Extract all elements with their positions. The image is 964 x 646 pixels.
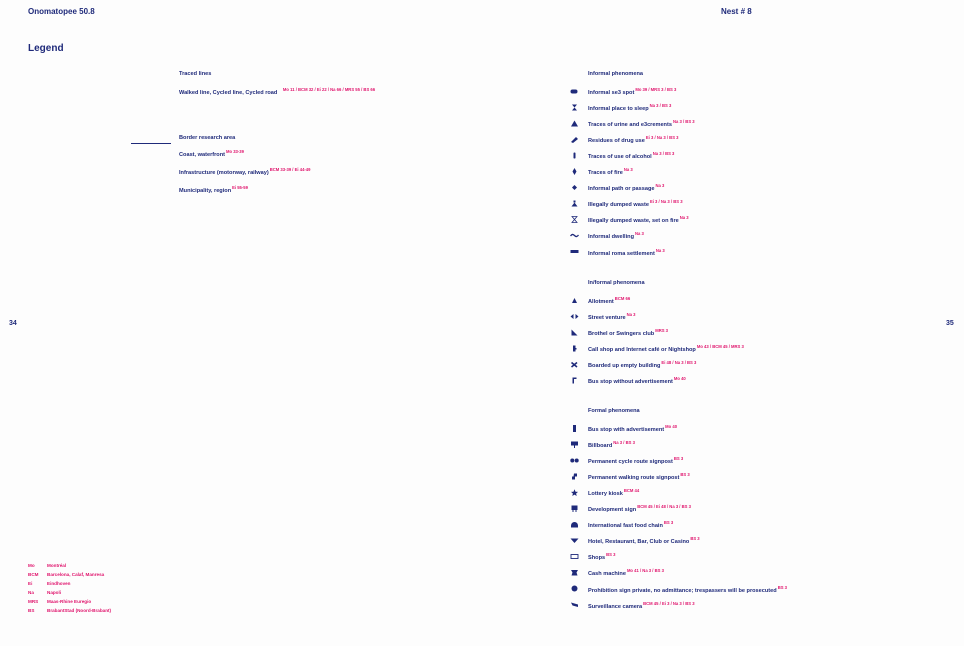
legend-item [588, 536, 700, 545]
legend-item-label: Residues of drug use [588, 138, 645, 145]
legend-item-ref: Mo 39 / MRS 3 / BS 3 [635, 87, 677, 92]
legend-item [588, 504, 691, 513]
legend-item-label: Permanent cycle route signpost [588, 459, 673, 466]
legend-item-label: Cash machine [588, 571, 626, 578]
legend-item-label: Prohibition sign private, no admittance; trespassers will be prosecuted [588, 587, 777, 594]
legend-item-ref: Mo 41 / Na 3 / BS 3 [626, 568, 664, 574]
legend-item-ref: Na 3 / BS 3 [613, 440, 635, 446]
traced-line-ref: Mo 11 / BCM 32 / Ei 22 / Na 66 / MRS 55 / BS 66 [282, 87, 376, 92]
legend-item [588, 376, 686, 385]
legend-item-label: Traces of fire [588, 170, 623, 177]
diamond-icon [570, 184, 579, 191]
left-legend-column [179, 71, 375, 96]
border-heading: Border research area [179, 135, 236, 141]
legend-item-ref: Na 3 / BS 3 [649, 103, 672, 109]
dumped-waste-fire-icon [570, 216, 579, 223]
traced-lines-heading: Traced lines [179, 71, 212, 77]
syringe-icon [570, 136, 579, 143]
page-number-left: 34 [9, 320, 17, 327]
legend-item-label: Development sign [588, 507, 637, 514]
legend-item [588, 360, 696, 369]
legend-item [588, 472, 690, 481]
border-item-municipality: Municipality, region$^{Ei 55-59}$ [179, 185, 248, 194]
bus-stop-ad-icon [570, 425, 579, 432]
legend-item [588, 312, 635, 321]
rectangle-outline-icon [570, 553, 579, 560]
legend-item-ref: Na 3 [623, 167, 633, 173]
legend-item-label: International fast food chain [588, 523, 663, 530]
abbr-row: Mo Montréal [28, 563, 67, 568]
legend-item [588, 87, 676, 96]
legend-item [588, 248, 665, 257]
legend-item [588, 103, 671, 112]
bottle-icon [570, 152, 579, 159]
legend-item-label: Hotel, Restaurant, Bar, Club or Casino [588, 539, 690, 546]
legend-item [588, 199, 683, 208]
legend-item [588, 520, 673, 529]
legend-item [588, 456, 683, 465]
legend-item [588, 296, 630, 305]
border-legend [179, 135, 310, 194]
legend-item [588, 424, 677, 433]
legend-item-label: Permanent walking route signpost [588, 475, 680, 482]
legend-item [588, 568, 664, 577]
dumped-waste-icon [570, 200, 579, 207]
cross-icon [570, 361, 579, 368]
legend-item [588, 215, 689, 224]
legend-item-ref: Na 3 [679, 215, 689, 221]
legend-item [588, 119, 695, 128]
abbr-row: Ei Eindhoven [28, 581, 71, 586]
legend-item-ref: Na 3 / BS 3 [652, 151, 675, 157]
legend-item-label: Informal place to sleep [588, 106, 649, 113]
legend-item-label: Traces of urine and e3crements [588, 122, 672, 129]
legend-title: Legend [28, 43, 64, 54]
circle-icon [570, 585, 579, 592]
flame-icon [570, 168, 579, 175]
legend-item-ref: Na 3 [655, 247, 665, 253]
bar-icon [570, 248, 579, 255]
legend-item-ref: MRS 3 [655, 328, 669, 334]
legend-item-ref: Na 3 [655, 183, 665, 189]
legend-item-label: Street venture [588, 315, 626, 322]
legend-item-ref: BS 3 [690, 536, 700, 542]
abbreviation-list [28, 563, 111, 613]
legend-item [588, 135, 678, 144]
abbr-row: BS BrabantStad (Noord-Brabant) [28, 608, 112, 613]
legend-item-ref: BS 3 [606, 552, 616, 558]
cash-machine-icon [570, 569, 579, 576]
small-triangle-icon [570, 297, 579, 304]
legend-item-ref: BS 3 [663, 520, 674, 526]
traced-line-item [179, 87, 375, 96]
legend-item-label: Shops [588, 555, 606, 562]
abbr-row: MRS Maas-Rhine Euregio [28, 599, 92, 604]
traced-line-label: Walked line, Cycled line, Cycled road [179, 90, 278, 96]
legend-item-label: Informal path or passage [588, 186, 655, 193]
development-sign-icon [570, 505, 579, 512]
legend-item-ref: BS 3 [673, 456, 684, 462]
cycle-sign-icon [570, 457, 579, 464]
in-formal-phenomena-heading: In/formal phenomena [588, 280, 645, 286]
border-item-coast: Coast, waterfront$^{Mo 33-39}$ [179, 149, 244, 158]
legend-item-ref: BS 3 [680, 472, 690, 478]
legend-item [588, 344, 744, 353]
legend-item [588, 601, 695, 610]
legend-item [588, 488, 639, 497]
legend-item-label: Informal dwelling [588, 234, 634, 241]
legend-item-ref: Na 3 / BS 3 [672, 119, 695, 125]
walking-sign-icon [570, 473, 579, 480]
dome-icon [570, 521, 579, 528]
legend-item-ref: Mo 43 / BCM 45 / MRS 3 [696, 344, 744, 350]
wave-icon [570, 232, 579, 239]
legend-item [588, 552, 615, 561]
legend-item-ref: BCM 45 / Ei 3 / Na 3 / BS 3 [643, 600, 695, 606]
legend-item-label: Traces of use of alcohol [588, 154, 652, 161]
legend-item-label: Illegally dumped waste, set on fire [588, 218, 679, 225]
legend-item-label: Lottery kiosk [588, 491, 623, 498]
pill-icon [570, 88, 579, 95]
legend-item-ref: BCM 45 / Ei 48 / Na 3 / BS 3 [637, 504, 691, 510]
formal-phenomena-heading: Formal phenomena [588, 408, 640, 414]
legend-item [588, 167, 633, 176]
legend-item-ref: BCM 44 [623, 488, 640, 494]
page-number-right: 35 [946, 320, 954, 327]
legend-item [588, 328, 668, 337]
legend-item-ref: Na 3 [626, 312, 636, 318]
down-triangle-icon [570, 537, 579, 544]
legend-item-ref: Ei 48 / Na 3 / BS 3 [661, 360, 697, 366]
legend-item-ref: Ei 3 / Na 3 / BS 3 [645, 135, 679, 141]
legend-item-label: Bus stop with advertisement [588, 427, 665, 433]
legend-item [588, 440, 635, 449]
legend-item-ref: Mo 40 [673, 376, 686, 382]
border-item-infrastructure: Infrastructure (motorway, railway)$^{BCM 33-39 / Ei 44-49}$ [179, 167, 311, 176]
hourglass-icon [570, 104, 579, 111]
camera-icon [570, 601, 579, 608]
legend-item [588, 585, 787, 594]
phone-icon [570, 345, 579, 352]
legend-item [588, 183, 664, 192]
legend-item-label: Illegally dumped waste [588, 202, 649, 209]
triangle-icon [570, 120, 579, 127]
issue-title: Nest # 8 [721, 7, 752, 16]
legend-item-label: Surveillance camera [588, 603, 643, 610]
bus-stop-icon [570, 377, 579, 384]
legend-item-ref: Ei 3 / Na 3 / BS 3 [649, 199, 683, 205]
legend-item-label: Informal se3 spot [588, 90, 635, 96]
legend-item-ref: BS 3 [777, 584, 787, 590]
legend-item-label: Call shop and Internet café or Nightshop [588, 347, 696, 354]
legend-item [588, 231, 644, 240]
legend-item-ref: Mo 40 [665, 424, 678, 429]
border-line-sample [131, 143, 171, 144]
legend-item-ref: Na 3 [635, 231, 644, 237]
legend-item-label: Informal roma settlement [588, 250, 655, 257]
publication-title: Onomatopee 50.8 [28, 7, 95, 16]
legend-item-label: Billboard [588, 443, 613, 450]
abbr-row: BCM Barcelona, Calaf, Manresa [28, 572, 105, 577]
abbr-row: Na Napoli [28, 590, 62, 595]
legend-item-label: Allotment [588, 299, 614, 305]
legend-item [588, 151, 674, 160]
legend-item-ref: BCM 66 [614, 296, 631, 301]
billboard-icon [570, 441, 579, 448]
informal-phenomena-heading: Informal phenomena [588, 71, 644, 77]
legend-item-label: Boarded up empty building [588, 363, 661, 370]
star-icon [570, 489, 579, 496]
double-arrow-icon [570, 313, 579, 320]
wedge-icon [570, 329, 579, 336]
legend-item-label: Bus stop without advertisement [588, 379, 673, 386]
legend-item-label: Brothel or Swingers club [588, 331, 655, 338]
